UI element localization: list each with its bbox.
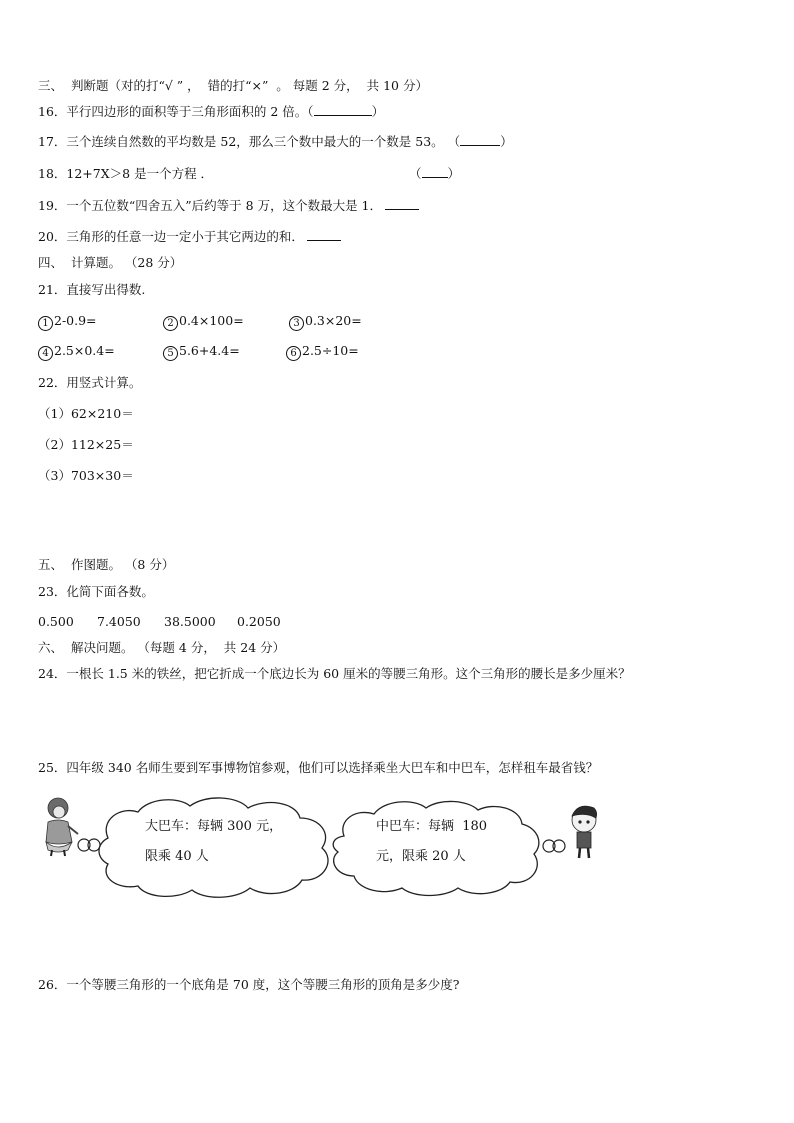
circled-number: 4	[38, 346, 53, 361]
question-17	[38, 134, 513, 150]
thought-ring-icon	[543, 840, 565, 852]
calc-item	[163, 313, 244, 331]
answer-blank-18[interactable]	[422, 166, 448, 178]
vertical-calc-item: （2）112×25＝	[38, 437, 134, 452]
left-bubble-line: 大巴车：每辆 300 元，	[145, 819, 283, 834]
question-25: 25．四年级 340 名师生要到军事博物馆参观，他们可以选择乘坐大巴车和中巴车，怎样租车最省钱？	[38, 760, 599, 775]
question-24: 24．一根长 1.5 米的铁丝，把它折成一个底边长为 60 厘米的等腰三角形。这个三角形的腰长是多少厘米？	[38, 666, 631, 681]
left-bubble-line: 限乘 40 人	[145, 849, 209, 864]
section-6-title: 六、 解决问题。 （每题 4 分， 共 24 分）	[38, 640, 286, 655]
calc-item	[286, 343, 359, 361]
section-5-title: 五、 作图题。 （8 分）	[38, 557, 175, 572]
answer-blank-17[interactable]	[460, 134, 500, 146]
question-16	[38, 104, 384, 120]
question-18-open: （	[409, 166, 422, 181]
question-18-paren	[409, 166, 460, 182]
question-26: 26．一个等腰三角形的一个底角是 70 度，这个等腰三角形的顶角是多少度?	[38, 977, 460, 992]
bus-options-illustration	[38, 790, 608, 902]
right-bubble-line: 中巴车：每辆 180	[376, 819, 488, 834]
number-value: 0.2050	[237, 614, 281, 629]
answer-blank-19[interactable]	[385, 198, 419, 210]
calc-item	[289, 313, 362, 331]
vertical-calc-item: （3）703×30＝	[38, 468, 134, 483]
calc-expression: 2.5÷10=	[302, 343, 359, 358]
calc-expression: 2.5×0.4=	[54, 343, 115, 358]
question-17-text: 17．三个连续自然数的平均数是 52，那么三个数中最大的一个数是 53。 （	[38, 134, 461, 149]
question-19	[38, 198, 419, 214]
question-18-close: ）	[447, 166, 461, 181]
section-3-title: 三、 判断题（对的打“√ ” ， 错的打“×” 。 每题 2 分， 共 10 分）	[38, 78, 428, 93]
question-20	[38, 229, 341, 245]
circled-number: 3	[289, 316, 304, 331]
calc-expression: 0.4×100=	[179, 313, 244, 328]
boy-figure-icon	[572, 806, 597, 858]
calc-item	[163, 343, 240, 361]
number-value: 38.5000	[164, 614, 216, 629]
thought-ring-icon	[78, 839, 100, 851]
question-20-text: 20．三角形的任意一边一定小于其它两边的和．	[38, 229, 304, 244]
circled-number: 1	[38, 316, 53, 331]
circled-number: 2	[163, 316, 178, 331]
question-22: 22．用竖式计算。	[38, 375, 142, 390]
question-18	[38, 166, 213, 182]
vertical-calc-item: （1）62×210＝	[38, 406, 134, 421]
question-18-text: 18．12+7X＞8 是一个方程 ．	[38, 166, 214, 181]
number-value: 7.4050	[97, 614, 141, 629]
question-16-text: 16．平行四边形的面积等于三角形面积的 2 倍。（	[38, 104, 314, 119]
calc-item	[38, 313, 97, 331]
left-cloud-bubble	[99, 798, 328, 897]
question-17-end: ）	[500, 134, 513, 149]
question-21: 21．直接写出得数.	[38, 282, 146, 297]
right-bubble-line: 元，限乘 20 人	[376, 849, 466, 864]
calc-expression: 2-0.9=	[54, 313, 97, 328]
question-19-text: 19．一个五位数“四舍五入”后约等于 8 万，这个数最大是 1．	[38, 198, 383, 213]
question-23: 23．化简下面各数。	[38, 584, 154, 599]
calc-expression: 0.3×20=	[305, 313, 362, 328]
answer-blank-20[interactable]	[307, 229, 341, 241]
question-16-end: ）	[371, 104, 385, 119]
section-4-title: 四、 计算题。 （28 分）	[38, 255, 183, 270]
answer-blank-16[interactable]	[314, 104, 372, 116]
circled-number: 6	[286, 346, 301, 361]
girl-figure-icon	[46, 798, 78, 856]
circled-number: 5	[163, 346, 178, 361]
number-value: 0.500	[38, 614, 74, 629]
calc-item	[38, 343, 115, 361]
calc-expression: 5.6+4.4=	[179, 343, 240, 358]
